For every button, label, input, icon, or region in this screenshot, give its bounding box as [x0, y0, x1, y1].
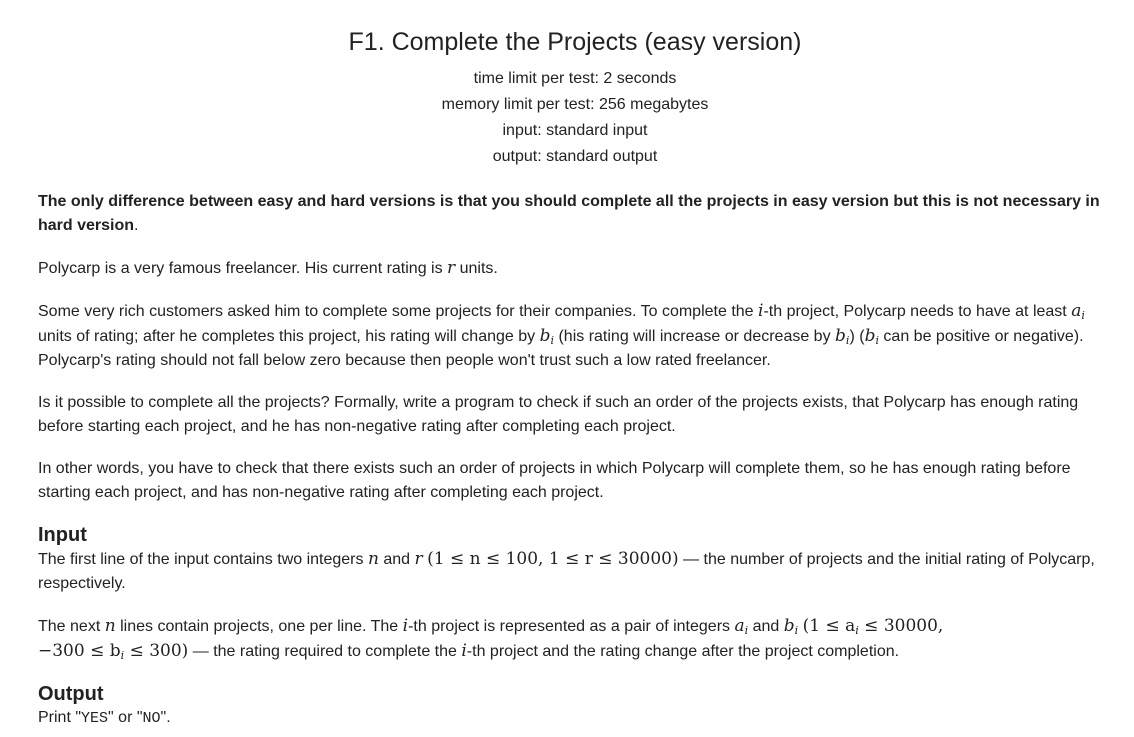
math-constraints: (1 ≤ n ≤ 100, 1 ≤ r ≤ 30000) [427, 549, 679, 569]
math-sub-i: i [855, 624, 859, 637]
time-limit: time limit per test: 2 seconds [473, 70, 677, 87]
math-i: i [402, 616, 409, 636]
math-sub-i: i [744, 624, 749, 637]
statement-paragraph-4: In other words, you have to check that there exists such an order of projects in which Polycarp will complete them, so he has enough rating before starting each project, and has non-negative rating after completing each project. [38, 460, 1071, 501]
math-r: r [414, 549, 423, 569]
problem-statement [38, 190, 1112, 731]
math-b: b [864, 326, 876, 346]
version-note [38, 190, 1112, 238]
text: -th project is represented as a pair of integers [408, 618, 735, 635]
math-constraint-a-end: ≤ 30000, [858, 616, 944, 636]
yes-literal: YES [81, 710, 109, 727]
problem-title: F1. Complete the Projects (easy version) [348, 28, 802, 56]
math-sub-i: i [1081, 309, 1085, 322]
text: (his rating will increase or decrease by [554, 328, 836, 345]
math-i: i [461, 641, 467, 661]
output-paragraph [38, 706, 1112, 731]
math-a: a [734, 616, 745, 636]
math-sub-i: i [794, 624, 799, 637]
statement-paragraph-1 [38, 256, 1112, 281]
text: units of rating; after he completes this project, his rating will change by [38, 328, 540, 345]
math-constraint-a: (1 ≤ a [802, 616, 856, 636]
text: " or " [108, 709, 143, 726]
no-literal: NO [142, 710, 161, 727]
input-paragraph-2 [38, 614, 1112, 664]
text: — the number of projects and the initial rating of Polycarp, respectively. [38, 551, 1095, 592]
math-sub-i: i [875, 334, 879, 347]
math-n: n [104, 616, 116, 636]
text: Some very rich customers asked him to complete some projects for their companies. To complete the [38, 303, 759, 320]
math-sub-i: i [845, 334, 850, 347]
math-b: b [539, 326, 551, 346]
text: and [378, 551, 415, 568]
math-i: i [758, 301, 764, 321]
input-heading: Input [38, 524, 87, 546]
text: Polycarp is a very famous freelancer. His current rating is [38, 260, 448, 277]
text: -th project, Polycarp needs to have at least [763, 303, 1072, 320]
text: ) ( [849, 328, 865, 345]
text: -th project and the rating change after the project completion. [466, 643, 900, 660]
math-n: n [367, 549, 379, 569]
problem-header [38, 0, 1112, 170]
math-constraint-b: −300 ≤ b [38, 641, 121, 661]
version-note-end: . [134, 217, 139, 234]
text: can be positive or negative). Polycarp's rating should not fall below zero because then people won't trust such a low rated freelancer. [38, 328, 1084, 369]
input-paragraph-1 [38, 547, 1112, 596]
text: The first line of the input contains two integers [38, 551, 368, 568]
math-b: b [783, 616, 795, 636]
text: ". [160, 709, 171, 726]
math-sub-i: i [120, 649, 125, 662]
output-spec: output: standard output [492, 148, 658, 165]
text: Print " [38, 709, 82, 726]
math-constraint-b-end: ≤ 300) [124, 641, 189, 661]
text: and [748, 618, 784, 635]
version-note-bold: The only difference between easy and hard versions is that you should complete all the projects in easy version but this is not necessary in hard version [38, 193, 1100, 234]
input-spec: input: standard input [502, 122, 648, 139]
text: The next [38, 618, 105, 635]
statement-paragraph-2 [38, 299, 1112, 373]
math-sub-i: i [550, 334, 555, 347]
text: lines contain projects, one per line. The [115, 618, 403, 635]
statement-paragraph-3: Is it possible to complete all the projects? Formally, write a program to check if such an order of the projects exists, that Polycarp has enough rating before starting each project, and he has non-negative rating after completing each project. [38, 394, 1079, 435]
math-b: b [835, 326, 846, 346]
math-r: r [447, 258, 456, 278]
text: — the rating required to complete the [188, 643, 462, 660]
memory-limit: memory limit per test: 256 megabytes [441, 96, 709, 113]
math-a: a [1071, 301, 1082, 321]
output-heading: Output [38, 683, 104, 705]
text: units. [455, 260, 498, 277]
